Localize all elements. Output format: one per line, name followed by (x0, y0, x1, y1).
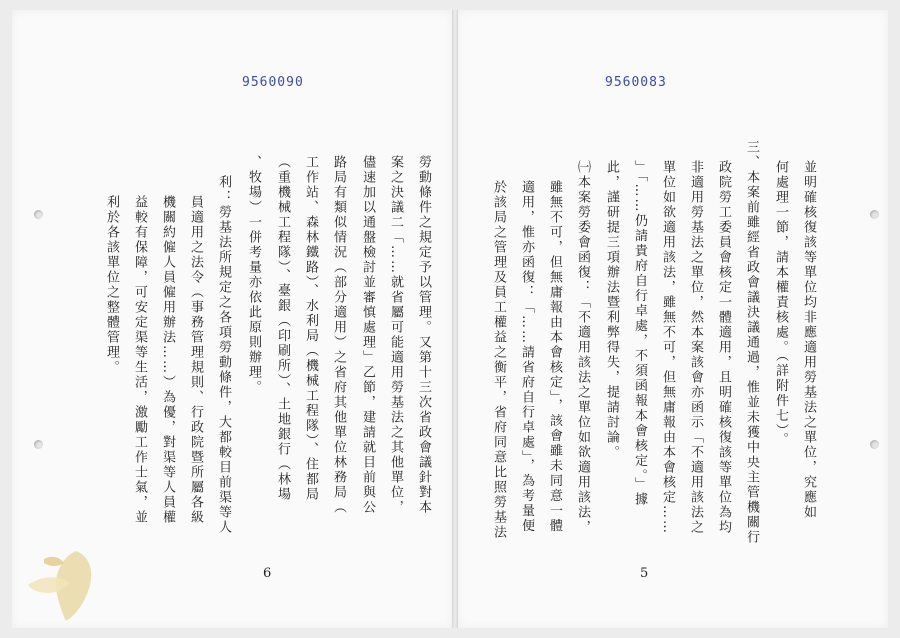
left-text-column-6: （重機械工程隊）、臺銀（印刷所）、土地銀行（林場 (275, 155, 290, 502)
left-text-column-8: 利：勞基法所規定之各項勞動條件，大都較目前渠等人 (216, 175, 231, 535)
binding-hole (34, 210, 43, 219)
left-text-column-3: 儘速加以通盤檢討並審慎處理」乙節，建請就目前與公 (360, 155, 375, 515)
right-text-column-12: 於該局之管理及員工權益之衡平，省府同意比照勞基法 (491, 180, 506, 540)
left-page-number: 6 (263, 566, 272, 581)
right-page (458, 10, 888, 628)
left-text-column-10: 機關約僱人員僱用辦法……）為優，對渠等人員權 (160, 195, 175, 525)
binding-hole (870, 440, 879, 449)
left-text-column-11: 益較有保障，可安定渠等生活，激勵工作士氣，並 (132, 195, 147, 525)
left-text-column-12: 利於各該單位之整體管理。 (104, 195, 119, 375)
right-text-column-2: 何處理一節，請本權責核處。（詳附件七）。 (773, 160, 788, 447)
right-text-column-11: 適用，惟亦函復：「……請省府自行卓處」，為考量便 (519, 180, 534, 534)
left-page (12, 10, 452, 628)
right-page-number: 5 (640, 566, 649, 581)
binding-hole (870, 210, 879, 219)
right-text-column-9: ㈠本案勞委會函復：「不適用該法之單位如欲適用該法， (575, 160, 590, 535)
right-text-column-8: 此，謹研提三項辦法暨利弊得失，提請討論。 (604, 160, 619, 460)
taiwan-archive-logo-icon (18, 545, 110, 625)
right-text-column-6: 單位如欲適用該法，雖無不可，但無庸報由本會核定…… (660, 160, 675, 535)
left-text-column-7: 、牧場）一併考量亦依此原則辦理。 (246, 155, 261, 395)
left-text-column-9: 員適用之法令（事務管理規則、行政院暨所屬各級 (188, 195, 203, 525)
right-text-column-1: 並明確核復該等單位均非應適用勞基法之單位，究應如 (801, 160, 816, 520)
left-text-column-5: 工作站、森林鐵路）、水利局（機械工程隊）、住都局 (303, 155, 318, 502)
binding-hole (34, 440, 43, 449)
left-text-column-4: 路局有類似情況（部分適用）之省府其他單位林務局（ (331, 155, 346, 515)
right-text-column-4: 政院勞工委員會核定一體適用，且明確核復該等單位為均 (716, 160, 731, 535)
right-text-column-10: 雖無不可，但無庸報由本會核定」，該會雖未同意一體 (547, 180, 562, 534)
right-text-column-3: 三、本案前雖經省政會議決議通過，惟並未獲中央主管機關行 (744, 140, 759, 545)
left-page-stamp: 9560090 (242, 75, 304, 90)
right-page-stamp: 9560083 (605, 75, 667, 90)
left-text-column-1: 勞動條件之規定予以管理。又第十三次省政會議針對本 (416, 155, 431, 515)
right-text-column-5: 非適用勞基法之單位，然本案該會亦函示「不適用該法之 (688, 160, 703, 535)
left-text-column-2: 案之決議二「……就省屬可能適用勞基法之其他單位， (388, 155, 403, 515)
right-text-column-7: 」「……仍請貴府自行卓處，不須函報本會核定。」據 (632, 160, 647, 507)
